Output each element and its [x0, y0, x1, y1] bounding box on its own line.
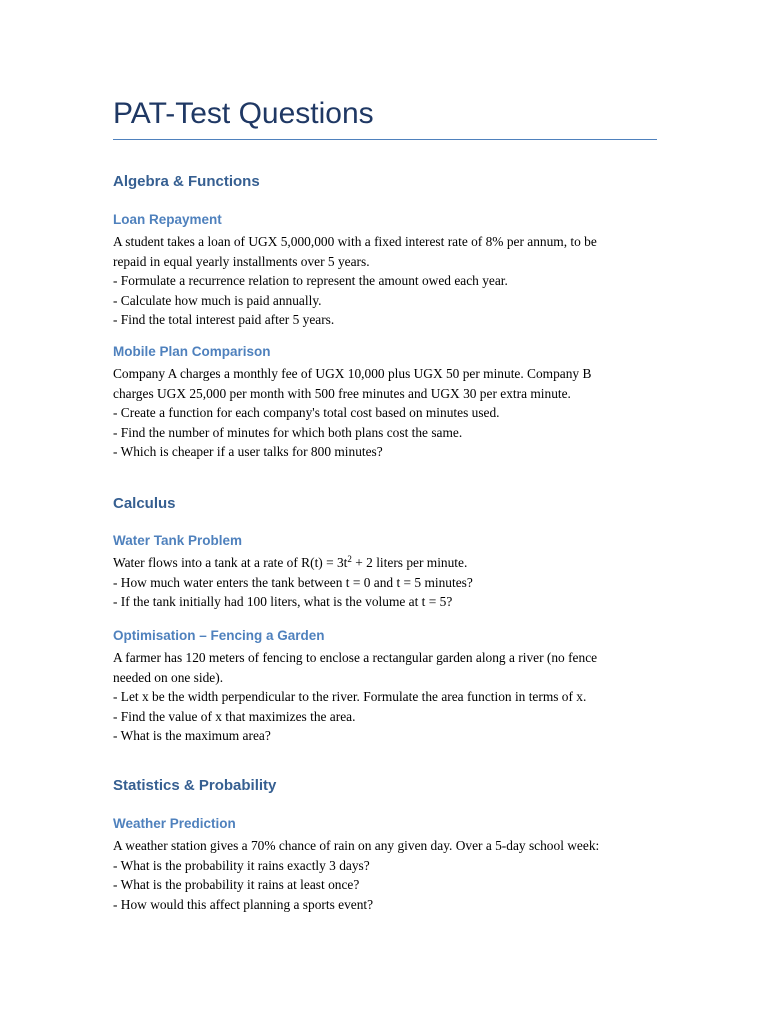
- section-heading-calculus: Calculus: [113, 495, 176, 512]
- problem-text-line: - How would this affect planning a sports event?: [113, 896, 374, 912]
- problem-text-line: [113, 553, 673, 573]
- problem-heading-fencing: Optimisation – Fencing a Garden: [113, 628, 325, 643]
- problem-text-line: - If the tank initially had 100 liters, what is the volume at t = 5?: [113, 594, 453, 609]
- problem-text-line: A weather station gives a 70% chance of rain on any given day. Over a 5-day school week:: [113, 838, 600, 853]
- problem-text-loan-repayment: [113, 232, 673, 330]
- problem-text-line: - Let x be the width perpendicular to the river. Formulate the area function in terms of x.: [113, 689, 587, 704]
- problem-text-mobile-plan: [113, 364, 673, 462]
- problem-heading-weather: Weather Prediction: [113, 816, 236, 831]
- problem-text-line: - What is the maximum area?: [113, 728, 271, 743]
- problem-text-line: - Find the number of minutes for which both plans cost the same.: [113, 424, 463, 440]
- problem-text-fencing: [113, 648, 673, 746]
- problem-text-line: - Find the total interest paid after 5 years.: [113, 312, 335, 327]
- rate-function-text-rest: + 2 liters per minute.: [351, 555, 468, 570]
- document-title: PAT-Test Questions: [113, 97, 374, 130]
- problem-text-line: - How much water enters the tank between t = 0 and t = 5 minutes?: [113, 574, 473, 590]
- problem-text-line: needed on one side).: [113, 669, 224, 685]
- problem-text-line: - Which is cheaper if a user talks for 800 minutes?: [113, 444, 383, 459]
- problem-text-line: - What is the probability it rains exactly 3 days?: [113, 857, 370, 873]
- problem-text-line: - Formulate a recurrence relation to represent the amount owed each year.: [113, 273, 508, 288]
- problem-text-line: - Find the value of x that maximizes the area.: [113, 708, 356, 724]
- problem-text-line: A student takes a loan of UGX 5,000,000 with a fixed interest rate of 8% per annum, to be: [113, 234, 597, 249]
- section-heading-statistics: Statistics & Probability: [113, 777, 277, 794]
- problem-text-weather: [113, 836, 673, 914]
- problem-text-line: repaid in equal yearly installments over 5 years.: [113, 253, 370, 269]
- title-divider: [113, 139, 657, 140]
- section-heading-algebra: Algebra & Functions: [113, 173, 260, 190]
- problem-text-line: charges UGX 25,000 per month with 500 free minutes and UGX 30 per extra minute.: [113, 385, 571, 401]
- problem-text-line: A farmer has 120 meters of fencing to enclose a rectangular garden along a river (no fence: [113, 650, 598, 665]
- problem-text-line: Company A charges a monthly fee of UGX 10,000 plus UGX 50 per minute. Company B: [113, 366, 592, 381]
- problem-text-water-tank: [113, 553, 673, 612]
- problem-text-line: - Calculate how much is paid annually.: [113, 292, 322, 308]
- rate-function-text: Water flows into a tank at a rate of R(t) = 3t: [113, 555, 348, 570]
- problem-heading-water-tank: Water Tank Problem: [113, 533, 243, 548]
- problem-heading-mobile-plan: Mobile Plan Comparison: [113, 344, 271, 359]
- exponent: 2: [347, 554, 352, 564]
- problem-heading-loan-repayment: Loan Repayment: [113, 212, 222, 227]
- problem-text-line: - What is the probability it rains at least once?: [113, 877, 360, 892]
- problem-text-line: - Create a function for each company's total cost based on minutes used.: [113, 405, 500, 420]
